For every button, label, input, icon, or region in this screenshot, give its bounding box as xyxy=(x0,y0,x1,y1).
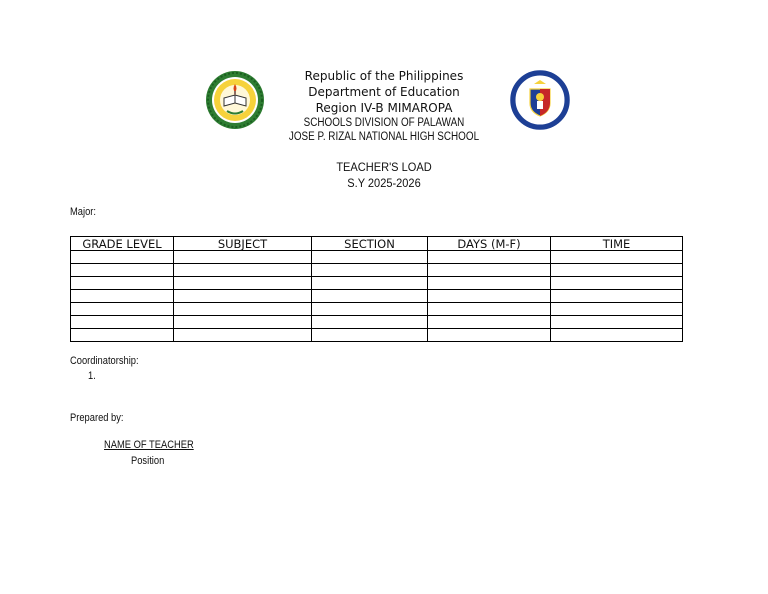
table-cell[interactable] xyxy=(71,316,174,329)
table-row xyxy=(71,251,683,264)
letterhead xyxy=(0,68,768,144)
table-cell[interactable] xyxy=(428,277,551,290)
table-cell[interactable] xyxy=(428,251,551,264)
coordinatorship-label: Coordinatorship: xyxy=(70,355,139,367)
column-header-section: SECTION xyxy=(312,237,428,251)
table-cell[interactable] xyxy=(551,277,683,290)
table-cell[interactable] xyxy=(71,290,174,303)
table-cell[interactable] xyxy=(312,290,428,303)
column-header-subject: SUBJECT xyxy=(174,237,312,251)
table-row xyxy=(71,277,683,290)
major-label: Major: xyxy=(70,206,96,218)
header-division: SCHOOLS DIVISION OF PALAWAN xyxy=(303,117,465,129)
header-school: JOSE P. RIZAL NATIONAL HIGH SCHOOL xyxy=(288,131,480,143)
table-cell[interactable] xyxy=(551,316,683,329)
table-cell[interactable] xyxy=(551,303,683,316)
table-cell[interactable] xyxy=(428,329,551,342)
table-cell[interactable] xyxy=(551,264,683,277)
column-header-grade-level: GRADE LEVEL xyxy=(71,237,174,251)
table-cell[interactable] xyxy=(428,264,551,277)
column-header-days: DAYS (M-F) xyxy=(428,237,551,251)
prepared-by-label: Prepared by: xyxy=(70,412,124,424)
document-title-block xyxy=(31,159,738,191)
teacher-load-table xyxy=(70,236,683,342)
table-cell[interactable] xyxy=(71,251,174,264)
table-cell[interactable] xyxy=(551,251,683,264)
table-row xyxy=(71,264,683,277)
table-cell[interactable] xyxy=(428,316,551,329)
table-cell[interactable] xyxy=(312,316,428,329)
table-cell[interactable] xyxy=(551,329,683,342)
document-title: TEACHER'S LOAD xyxy=(336,160,432,174)
table-cell[interactable] xyxy=(71,329,174,342)
table-cell[interactable] xyxy=(174,264,312,277)
table-cell[interactable] xyxy=(71,264,174,277)
table-cell[interactable] xyxy=(71,277,174,290)
table-cell[interactable] xyxy=(312,303,428,316)
header-region: Region IV-B MIMAROPA xyxy=(315,101,453,115)
table-cell[interactable] xyxy=(174,277,312,290)
table-row xyxy=(71,329,683,342)
table-cell[interactable] xyxy=(312,277,428,290)
table-cell[interactable] xyxy=(174,329,312,342)
table-header-row xyxy=(71,237,683,251)
header-department: Department of Education xyxy=(308,85,460,99)
teacher-name: NAME OF TEACHER xyxy=(104,439,194,451)
table-row xyxy=(71,316,683,329)
table-cell[interactable] xyxy=(312,264,428,277)
table-row xyxy=(71,303,683,316)
table-cell[interactable] xyxy=(174,251,312,264)
school-year: S.Y 2025-2026 xyxy=(347,176,421,190)
header-republic: Republic of the Philippines xyxy=(304,69,464,83)
table-cell[interactable] xyxy=(312,251,428,264)
table-cell[interactable] xyxy=(71,303,174,316)
column-header-time: TIME xyxy=(551,237,683,251)
table-cell[interactable] xyxy=(312,329,428,342)
table-row xyxy=(71,290,683,303)
table-cell[interactable] xyxy=(428,290,551,303)
table-cell[interactable] xyxy=(174,316,312,329)
coordinatorship-item-1: 1. xyxy=(88,370,96,382)
table-cell[interactable] xyxy=(174,303,312,316)
table-cell[interactable] xyxy=(428,303,551,316)
table-cell[interactable] xyxy=(174,290,312,303)
table-cell[interactable] xyxy=(551,290,683,303)
teacher-position: Position xyxy=(131,455,165,467)
